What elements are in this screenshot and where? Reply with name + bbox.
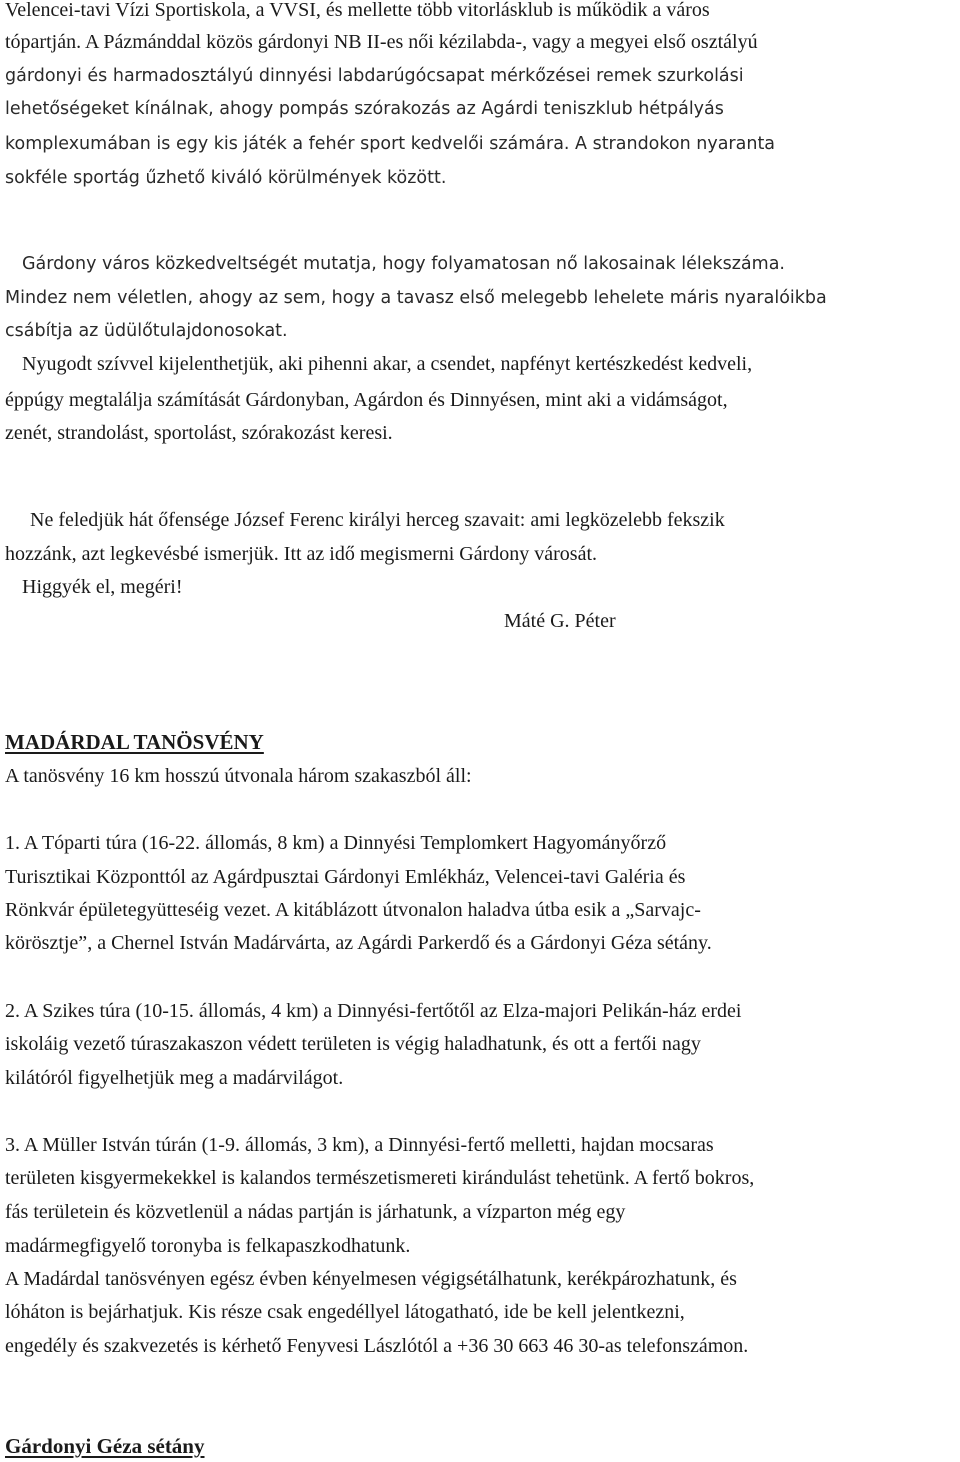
text-line: Ne feledjük hát őfensége József Ferenc királyi herceg szavait: ami legközelebb fekszik bbox=[30, 509, 725, 531]
text-line: engedély és szakvezetés is kérhető Fenyvesi Lászlótól a +36 30 663 46 30-as telefonszámon. bbox=[5, 1335, 749, 1357]
text-line: gárdonyi és harmadosztályú dinnyési labdarúgócsapat mérkőzései remek szurkolási bbox=[5, 66, 744, 86]
text-line: lehetőségeket kínálnak, ahogy pompás szórakozás az Agárdi teniszklub hétpályás bbox=[5, 99, 724, 119]
text-line: éppúgy megtalálja számítását Gárdonyban, Agárdon és Dinnyésen, mint aki a vidámságot, bbox=[5, 389, 728, 411]
text-line: Gárdony város közkedveltségét mutatja, hogy folyamatosan nő lakosainak lélekszáma. bbox=[22, 254, 785, 274]
text-line: tópartján. A Pázmánddal közös gárdonyi NB II-es női kézilabda-, vagy a megyei első osztályú bbox=[5, 31, 758, 53]
text-line: fás területein és közvetlenül a nádas partján is járhatunk, a vízparton még egy bbox=[5, 1201, 626, 1223]
text-line: Higgyék el, megéri! bbox=[22, 576, 183, 598]
text-line: sokféle sportág űzhető kiváló körülmények között. bbox=[5, 168, 447, 188]
text-line: zenét, strandolást, sportolást, szórakozást keresi. bbox=[5, 422, 393, 444]
text-line: Mindez nem véletlen, ahogy az sem, hogy a tavasz első melegebb lehelete máris nyaralóikba bbox=[5, 288, 827, 308]
text-line: hozzánk, azt legkevésbé ismerjük. Itt az idő megismerni Gárdony városát. bbox=[5, 543, 598, 565]
text-line: 1. A Tóparti túra (16-22. állomás, 8 km) a Dinnyési Templomkert Hagyományőrző bbox=[5, 832, 667, 854]
text-line: komplexumában is egy kis játék a fehér sport kedvelői számára. A strandokon nyaranta bbox=[5, 134, 776, 154]
text-line: 2. A Szikes túra (10-15. állomás, 4 km) a Dinnyési-fertőtől az Elza-majori Pelikán-ház erdei bbox=[5, 1000, 742, 1022]
text-line: madármegfigyelő toronyba is felkapaszkodhatunk. bbox=[5, 1235, 411, 1257]
text-line: csábítja az üdülőtulajdonosokat. bbox=[5, 321, 288, 341]
signature-name: Máté G. Péter bbox=[504, 610, 616, 632]
text-line: Turisztikai Központtól az Agárdpusztai Gárdonyi Emlékház, Velencei-tavi Galéria és bbox=[5, 866, 686, 888]
section-heading: MADÁRDAL TANÖSVÉNY bbox=[5, 730, 264, 754]
text-line: A Madárdal tanösvényen egész évben kényelmesen végigsétálhatunk, kerékpározhatunk, és bbox=[5, 1268, 737, 1290]
text-line: körösztje”, a Chernel István Madárvárta, az Agárdi Parkerdő és a Gárdonyi Géza sétány. bbox=[5, 932, 712, 954]
section-heading: Gárdonyi Géza sétány bbox=[5, 1434, 205, 1458]
text-line: Rönkvár épületegyütteséig vezet. A kitáblázott útvonalon haladva útba esik a „Sarvajc- bbox=[5, 899, 701, 921]
text-line: A tanösvény 16 km hosszú útvonala három szakaszból áll: bbox=[5, 765, 472, 787]
text-line: területen kisgyermekekkel is kalandos természetismereti kirándulást tehetünk. A fertő bokros, bbox=[5, 1167, 755, 1189]
text-line: Nyugodt szívvel kijelenthetjük, aki pihenni akar, a csendet, napfényt kertészkedést kedveli, bbox=[22, 353, 753, 375]
text-line: lóháton is bejárhatjuk. Kis része csak engedéllyel látogatható, ide be kell jelentkezni, bbox=[5, 1301, 685, 1323]
text-line: 3. A Müller István túrán (1-9. állomás, 3 km), a Dinnyési-fertő melletti, hajdan mocsaras bbox=[5, 1134, 714, 1156]
text-line: kilátóról figyelhetjük meg a madárvilágot. bbox=[5, 1067, 344, 1089]
text-line: iskoláig vezető túraszakaszon védett területen is végig haladhatunk, és ott a fertői nagy bbox=[5, 1033, 701, 1055]
text-line: Velencei-tavi Vízi Sportiskola, a VVSI, és mellette több vitorlásklub is működik a város bbox=[5, 0, 710, 21]
